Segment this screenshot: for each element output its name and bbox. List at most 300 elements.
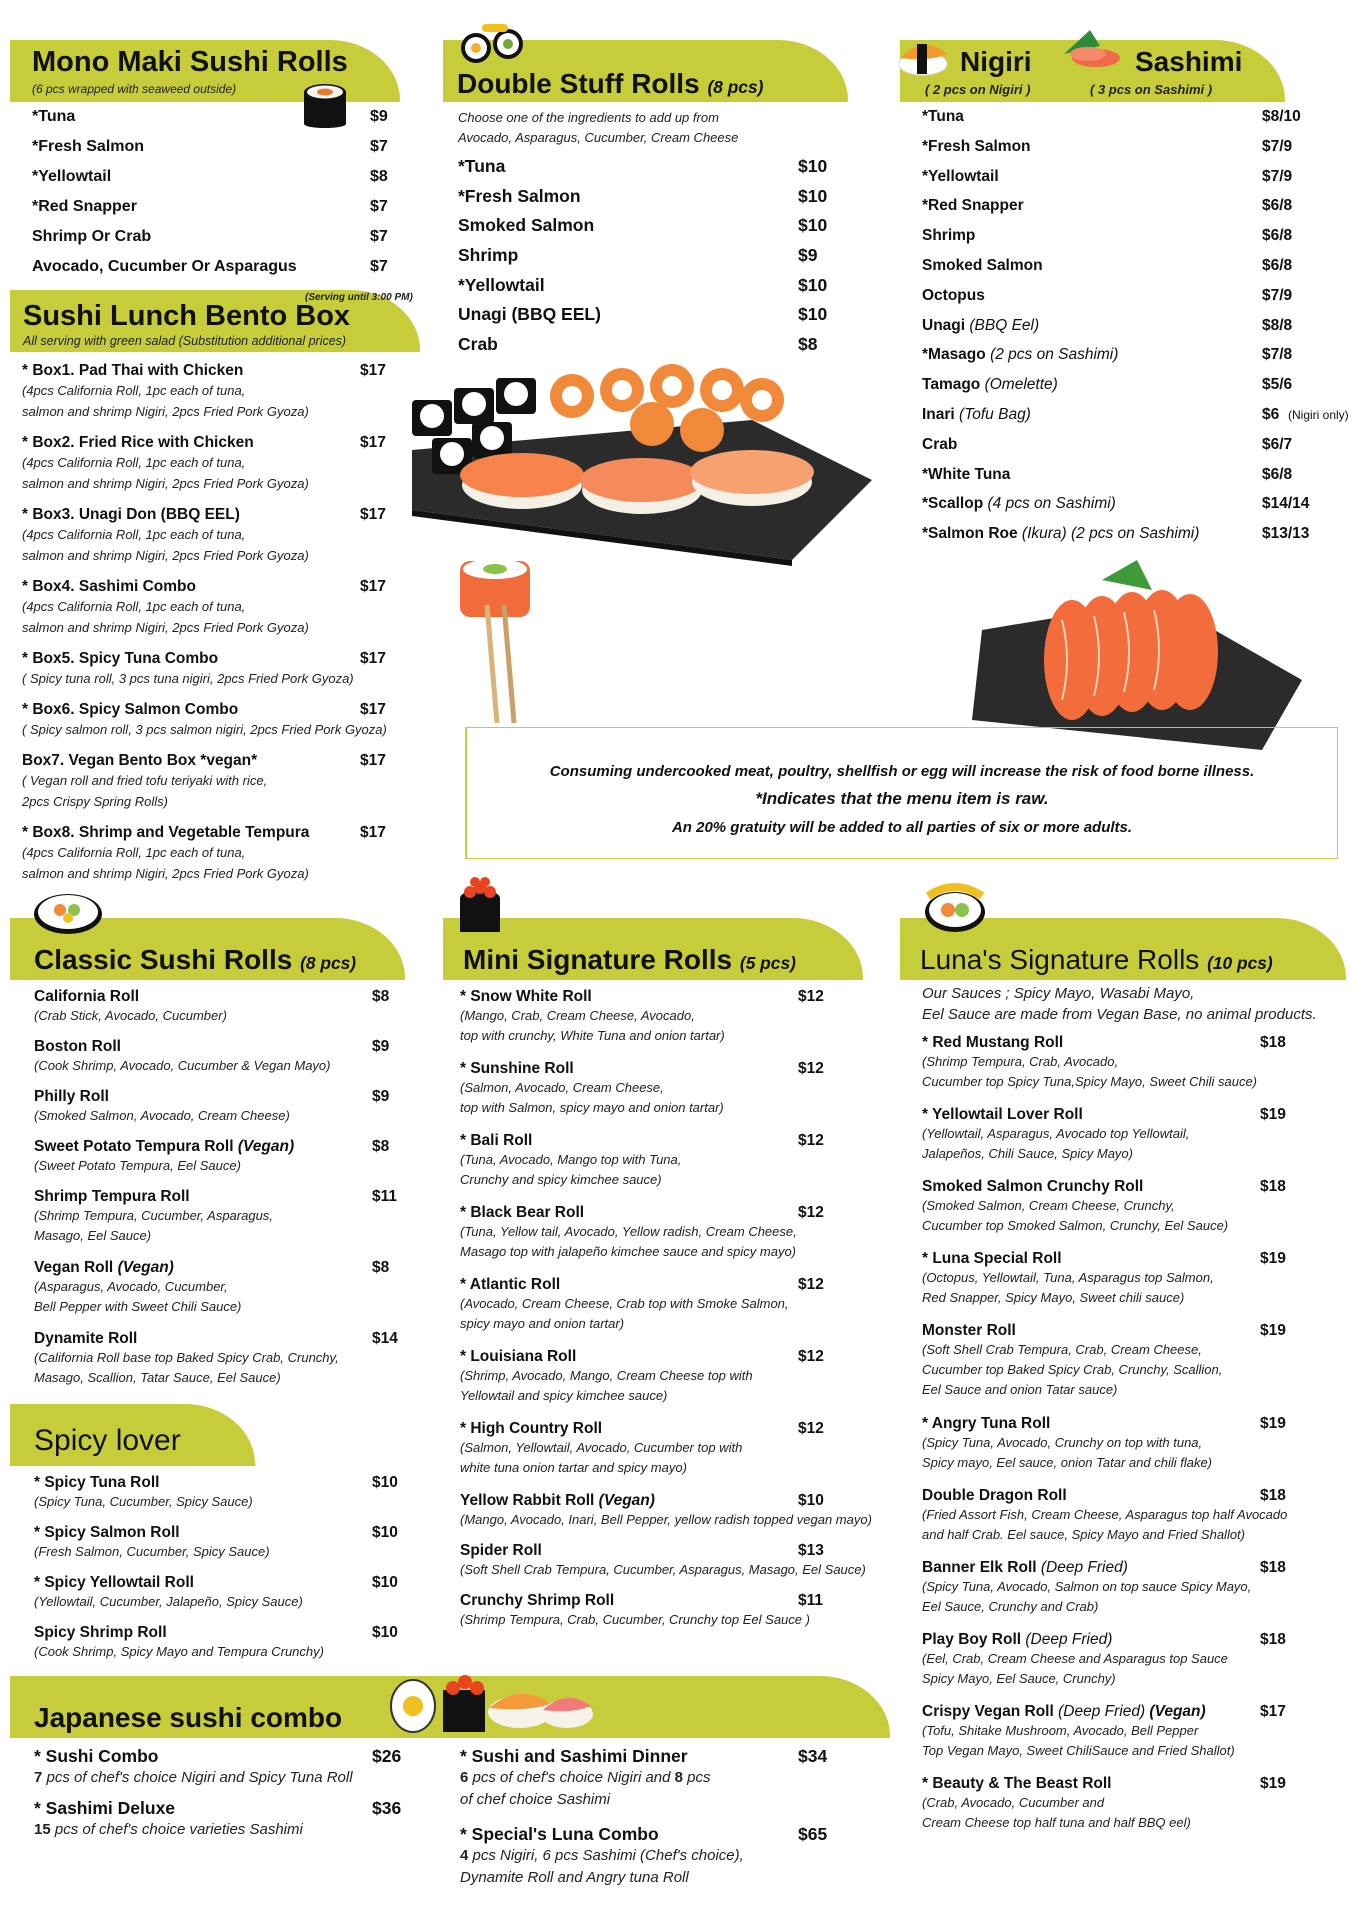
item-name-text: Play Boy Roll [922,1631,1022,1648]
item-price: $8 [372,1138,390,1155]
item-description: (Tuna, Yellow tail, Avocado, Yellow radish, Cream Cheese, [460,1224,797,1239]
item-description: (Shrimp, Avocado, Mango, Cream Cheese top with [460,1368,753,1383]
item-description-text: pcs Nigiri, 6 pcs Sashimi (Chef's choice), [468,1847,744,1864]
item-name [32,168,392,186]
item-description: (Shrimp Tempura, Crab, Cucumber, Crunchy top Eel Sauce ) [460,1612,810,1627]
item-price: $9 [372,1088,390,1105]
item-name-text: Octopus [922,286,985,304]
luna-intro-line: Our Sauces ; Spicy Mayo, Wasabi Mayo, [922,985,1195,1002]
item-price: $7/9 [1262,167,1293,185]
menu-item [34,1138,404,1188]
item-price: $19 [1260,1322,1286,1339]
menu-item [922,1178,1292,1250]
double-stuff-title-text: Double Stuff Rolls [457,68,700,99]
menu-item [922,1034,1292,1106]
menu-item [458,215,828,245]
item-description: Yellowtail and spicy kimchee sauce) [460,1388,668,1403]
item-name: * Sashimi Deluxe [34,1798,176,1818]
item-name-text: * Box5. Spicy Tuna Combo [22,650,219,667]
item-name-text: Dynamite Roll [34,1330,138,1347]
menu-item [460,1420,830,1492]
item-price: $7 [370,198,388,215]
menu-item [922,168,1352,198]
item-price: $18 [1260,1487,1286,1504]
bento-title: Sushi Lunch Bento Box [23,300,351,332]
item-description: (Crab Stick, Avocado, Cucumber) [34,1008,227,1023]
item-description [460,1845,835,1867]
item-name-text: Crispy Vegan Roll [922,1703,1054,1720]
item-name-text: Vegan Roll [34,1259,114,1276]
item-price: $7/9 [1262,137,1293,155]
menu-item [922,466,1352,496]
item-name [458,275,828,296]
item-price: $10 [372,1624,398,1641]
item-price: $10 [372,1524,398,1541]
mono-maki-subtitle: (6 pcs wrapped with seaweed outside) [32,82,237,96]
combo-item [460,1746,835,1824]
item-name-text: Shrimp [922,227,976,245]
item-description: top with Salmon, spicy mayo and onion tartar) [460,1100,724,1115]
item-name-text: Banner Elk Roll [922,1559,1037,1576]
item-description [460,1767,835,1789]
bento-list [22,362,397,896]
item-name [458,304,828,325]
item-name [922,1559,1292,1577]
item-name [458,156,828,177]
item-name-text: * Snow White Roll [460,988,592,1005]
item-name-text: Crab [922,435,958,453]
menu-item [22,650,397,701]
item-name-text: *Fresh Salmon [458,185,581,206]
item-description: (Fresh Salmon, Cucumber, Spicy Sauce) [34,1544,270,1559]
item-name: * Special's Luna Combo [460,1824,659,1844]
item-price: $8 [372,988,390,1005]
item-name-text: * Angry Tuna Roll [922,1415,1051,1432]
menu-item [922,1631,1292,1703]
item-name [460,1492,830,1510]
double-stuff-intro [458,108,738,148]
menu-item [922,406,1352,436]
item-price: $8/10 [1262,108,1301,125]
bento-header [10,290,420,352]
item-price: $17 [360,752,386,769]
item-name [922,1106,1292,1124]
item-price: $11 [798,1592,824,1609]
notice-line-1: Consuming undercooked meat, poultry, shellfish or egg will increase the risk of food borne illness. [549,763,1255,780]
item-description: (Sweet Potato Tempura, Eel Sauce) [34,1158,241,1173]
spicy-title: Spicy lover [34,1424,181,1457]
combo-item [460,1824,835,1902]
item-name [34,1038,404,1056]
menu-item [460,1348,830,1420]
menu-item [922,525,1352,555]
menu-item [22,752,397,824]
menu-item [22,362,397,434]
item-price: $18 [1260,1559,1286,1576]
item-note: (Omelette) [984,376,1058,394]
item-description: top with crunchy, White Tuna and onion tartar) [460,1028,725,1043]
menu-item [922,436,1352,466]
item-description: (4pcs California Roll, 1pc each of tuna, [22,383,246,398]
menu-item [34,1188,404,1259]
item-name [32,198,392,216]
item-name [922,1703,1292,1721]
menu-item [34,1038,404,1088]
item-name [922,1034,1292,1052]
item-description: 2pcs Crispy Spring Rolls) [22,794,168,809]
item-name-text: *Red Snapper [922,197,1024,215]
item-description: (Shrimp Tempura, Cucumber, Asparagus, [34,1208,273,1223]
item-name-text: Shrimp Or Crab [32,228,152,245]
item-name-text: *Scallop [922,495,984,513]
item-price: $7 [370,228,388,245]
item-note: (BBQ Eel) [969,316,1040,334]
item-description: Crunchy and spicy kimchee sauce) [460,1172,662,1187]
item-piece-count: 7 [34,1769,43,1786]
item-description: (Eel, Crab, Cream Cheese and Asparagus top Sauce [922,1651,1228,1666]
item-name [34,1574,404,1592]
item-description-text: pcs of chef's choice Nigiri and Spicy Tuna Roll [42,1769,353,1786]
item-price: $7/9 [1262,286,1293,304]
item-description-text: pcs of chef's choice varieties Sashimi [50,1821,303,1838]
item-name-text: * Spicy Salmon Roll [34,1524,180,1541]
item-name [922,1322,1292,1340]
item-price: $17 [360,578,386,595]
item-name: * Sushi Combo [34,1746,159,1766]
item-name-text: * Spicy Yellowtail Roll [34,1574,194,1591]
item-description: (Spicy Tuna, Cucumber, Spicy Sauce) [34,1494,253,1509]
item-price: $6/8 [1262,256,1293,274]
menu-item [460,1542,866,1592]
menu-item [922,287,1352,317]
sashimi-icon [1060,24,1130,76]
item-price: $5/6 [1262,376,1293,394]
item-name-text: * Spicy Tuna Roll [34,1474,160,1491]
item-price: $9 [370,108,388,125]
menu-item [34,1259,404,1330]
item-price: $10 [798,215,828,236]
item-name-text: *Fresh Salmon [32,138,145,155]
item-name [34,1524,404,1542]
menu-item [34,1088,404,1138]
menu-item [460,1060,830,1132]
mini-signature-list [460,988,872,1642]
item-name-text: Double Dragon Roll [922,1487,1067,1504]
item-description: (Cook Shrimp, Avocado, Cucumber & Vegan Mayo) [34,1058,331,1073]
item-price: $10 [798,274,828,295]
item-name [458,334,828,355]
item-price: $18 [1260,1178,1286,1195]
item-description: and half Crab. Eel sauce, Spicy Mayo and Fried Shallot) [922,1527,1246,1542]
item-name [32,108,392,126]
notice-line-2: *Indicates that the menu item is raw. [755,789,1049,808]
item-price: $17 [360,362,386,379]
item-price: $19 [1260,1106,1286,1123]
item-price: $17 [1260,1703,1286,1720]
nigiri-subtitle: ( 2 pcs on Nigiri ) [925,82,1031,97]
item-name [460,1132,830,1150]
item-price: $11 [372,1188,398,1205]
classic-list [34,988,404,1401]
spicy-header [10,1404,255,1466]
item-price: $8 [798,334,818,355]
menu-item [32,108,392,138]
item-name-text: *Tuna [32,108,76,125]
item-name [458,215,828,236]
item-name-text: *Tuna [458,156,506,176]
item-name [34,1088,404,1106]
item-description: salmon and shrimp Nigiri, 2pcs Fried Pork Gyoza) [22,866,309,881]
menu-item [32,168,392,198]
menu-item [34,988,404,1038]
menu-item [32,198,392,228]
item-name-text: Monster Roll [922,1322,1016,1339]
double-stuff-intro-line: Avocado, Asparagus, Cucumber, Cream Cheese [458,130,739,145]
menu-item [34,1330,404,1401]
item-name-text: Crab [458,334,498,355]
item-price: $19 [1260,1415,1286,1432]
item-price: $12 [798,988,824,1005]
menu-item [922,227,1352,257]
menu-item [458,186,828,216]
item-name [460,1348,830,1366]
combo-list-2 [460,1746,835,1902]
item-price: $36 [372,1798,402,1818]
item-description: (Salmon, Yellowtail, Avocado, Cucumber top with [460,1440,743,1455]
item-name [22,824,397,842]
menu-item [458,156,828,186]
item-name [22,578,397,596]
item-name [922,1487,1292,1505]
item-description: (Soft Shell Crab Tempura, Crab, Cream Cheese, [922,1342,1202,1357]
item-vegan-tag: (Vegan) [117,1259,174,1276]
item-name-text: * Atlantic Roll [460,1276,561,1293]
item-name-text: * Box4. Sashimi Combo [22,578,196,595]
bento-subtitle: All serving with green salad (Substitution additional prices) [23,334,347,348]
item-name [922,1631,1292,1649]
menu-item [922,376,1352,406]
item-name [32,258,392,276]
item-price: $17 [360,824,386,841]
item-description: salmon and shrimp Nigiri, 2pcs Fried Pork Gyoza) [22,404,309,419]
item-name [922,1775,1292,1793]
combo-list [34,1746,409,1850]
item-name [22,752,397,770]
menu-item [32,258,392,288]
item-description: Spicy mayo, Eel sauce, onion Tatar and chili flake) [922,1455,1213,1470]
item-name [34,1330,404,1348]
item-description: spicy mayo and onion tartar) [460,1316,625,1331]
item-description: Cucumber top Baked Spicy Crab, Crunchy, Scallion, [922,1362,1223,1377]
item-vegan-tag: (Vegan) [237,1138,295,1155]
mini-signature-title [463,944,796,976]
item-description: of chef choice Sashimi [460,1791,611,1808]
ikura-gunkan-icon [454,876,506,934]
item-price: $10 [372,1474,398,1491]
nigiri-title: Nigiri [960,46,1032,77]
item-name-text: * High Country Roll [460,1420,603,1437]
item-name-text: Smoked Salmon [922,256,1043,274]
item-name [34,1138,404,1156]
menu-item [922,495,1352,525]
item-description: (Octopus, Yellowtail, Tuna, Asparagus top Salmon, [922,1270,1214,1285]
menu-item [922,346,1352,376]
item-name-text: Unagi [922,316,966,334]
menu-item [22,434,397,506]
menu-item [922,197,1352,227]
item-name-text: * Box8. Shrimp and Vegetable Tempura [22,824,310,841]
item-name-text: * Box2. Fried Rice with Chicken [22,434,254,451]
item-name-text: * Box1. Pad Thai with Chicken [22,362,244,379]
menu-item [922,257,1352,287]
item-description: (Fried Assort Fish, Cream Cheese, Asparagus top half Avocado [922,1507,1288,1522]
menu-item [22,506,397,578]
item-name-text: Avocado, Cucumber Or Asparagus [32,258,297,275]
mono-maki-title: Mono Maki Sushi Rolls [32,46,348,78]
item-description: ( Vegan roll and fried tofu teriyaki with rice, [22,773,268,788]
item-description [34,1819,409,1841]
item-description: (4pcs California Roll, 1pc each of tuna, [22,599,246,614]
luna-signature-intro [922,983,1317,1025]
item-price: $13 [798,1542,824,1559]
menu-item [460,1204,830,1276]
item-name [22,701,397,719]
item-name [460,1420,830,1438]
item-description: ( Spicy salmon roll, 3 pcs salmon nigiri, 2pcs Fried Pork Gyoza) [22,722,387,737]
item-price: $10 [798,1492,824,1509]
item-name [34,1188,404,1206]
item-name-text: Smoked Salmon [458,215,595,236]
item-description: Eel Sauce, Crunchy and Crab) [922,1599,1099,1614]
classic-title [34,944,356,976]
item-name [922,1178,1292,1196]
item-name [22,650,397,668]
luna-signature-title [920,944,1273,976]
tamago-roll-icon [920,882,990,934]
menu-item [922,138,1352,168]
item-price: $34 [798,1746,828,1766]
item-name-text: *Fresh Salmon [922,137,1031,155]
item-description: Masago, Eel Sauce) [34,1228,152,1243]
luna-signature-list [922,1034,1292,1847]
item-price: $7 [370,258,388,275]
mini-signature-title-text: Mini Signature Rolls [463,944,733,975]
item-note: (2 pcs on Sashimi) [990,346,1119,364]
item-description: (4pcs California Roll, 1pc each of tuna, [22,845,246,860]
item-name-text: Shrimp Tempura Roll [34,1188,190,1205]
menu-item [922,108,1352,138]
item-description [34,1767,409,1789]
item-vegan-tag: (Vegan) [598,1492,655,1509]
item-description: Cucumber top Spicy Tuna,Spicy Mayo, Sweet Chili sauce) [922,1074,1258,1089]
item-name-text: * Yellowtail Lover Roll [922,1106,1083,1123]
item-description: (Spicy Tuna, Avocado, Crunchy on top with tuna, [922,1435,1203,1450]
menu-item [460,988,830,1060]
item-name [460,1204,830,1222]
item-note: (Deep Fried) [1040,1559,1128,1576]
item-name-text: * Bali Roll [460,1132,533,1149]
item-description: Cream Cheese top half tuna and half BBQ eel) [922,1815,1191,1830]
item-description-text: pcs [682,1769,711,1786]
item-price: $12 [798,1132,824,1149]
item-name [922,1250,1292,1268]
item-name-text: *Yellowtail [922,167,999,185]
item-price: $10 [798,304,828,325]
nigiri-sashimi-list [922,108,1352,555]
item-description: (Shrimp Tempura, Crab, Avocado, [922,1054,1119,1069]
combo-item [34,1798,409,1850]
item-price: $13/13 [1262,525,1310,543]
item-name [22,362,397,380]
item-name-text: Boston Roll [34,1038,121,1055]
item-price: $9 [372,1038,390,1055]
item-description: (Asparagus, Avocado, Cucumber, [34,1279,228,1294]
item-name [460,1276,830,1294]
item-price: $26 [372,1746,402,1766]
mono-maki-list [32,108,392,288]
menu-item [922,1322,1292,1415]
menu-item [922,1250,1292,1322]
item-name-text: * Box3. Unagi Don (BBQ EEL) [22,506,240,523]
item-name [22,506,397,524]
item-price: $10 [372,1574,398,1591]
item-name [22,434,397,452]
item-description: salmon and shrimp Nigiri, 2pcs Fried Pork Gyoza) [22,476,309,491]
item-name [34,1624,404,1642]
item-name-text: Yellow Rabbit Roll [460,1492,595,1509]
item-price: $8 [372,1259,390,1276]
item-name-text: Smoked Salmon Crunchy Roll [922,1178,1144,1195]
item-name-text: *Masago [922,346,986,364]
item-price: $17 [360,701,386,718]
menu-item [460,1276,830,1348]
item-description: Cucumber top Smoked Salmon, Crunchy, Eel Sauce) [922,1218,1229,1233]
item-name-text: * Red Mustang Roll [922,1034,1064,1051]
menu-item [34,1574,404,1624]
item-piece-count: 8 [674,1769,683,1786]
item-price: $7/8 [1262,346,1293,364]
item-description: (Avocado, Cream Cheese, Crab top with Smoke Salmon, [460,1296,789,1311]
item-name-text: * Box6. Spicy Salmon Combo [22,701,239,718]
item-description: (Yellowtail, Asparagus, Avocado top Yellowtail, [922,1126,1190,1141]
menu-item [34,1474,404,1524]
item-description: (California Roll base top Baked Spicy Crab, Crunchy, [34,1350,339,1365]
item-price: $18 [1260,1034,1286,1051]
item-description: (4pcs California Roll, 1pc each of tuna, [22,455,246,470]
notice-box [465,727,1338,859]
item-name-text: Philly Roll [34,1088,109,1105]
item-name [460,1542,830,1560]
salmon-sashimi-photo [962,560,1302,750]
double-stuff-pcs: (8 pcs) [707,77,764,97]
item-name-text: Spicy Shrimp Roll [34,1624,167,1641]
menu-item [458,304,828,334]
item-description: Spicy Mayo, Eel Sauce, Crunchy) [922,1671,1116,1686]
item-name-text: *Yellowtail [458,274,545,295]
item-name [32,228,392,246]
mini-signature-pcs: (5 pcs) [739,953,796,973]
item-piece-count: 4 [460,1847,469,1864]
item-price: $7 [370,138,388,155]
item-price: $8 [370,168,388,185]
luna-intro-line: Eel Sauce are made from Vegan Base, no animal products. [922,1006,1317,1023]
item-name: * Sushi and Sashimi Dinner [460,1746,688,1766]
item-name [460,1592,830,1610]
item-extra-note: (Nigiri only) [1288,407,1349,422]
item-piece-count: 6 [460,1769,469,1786]
menu-item [922,1415,1292,1487]
item-note: (Deep Fried) [1058,1703,1146,1720]
